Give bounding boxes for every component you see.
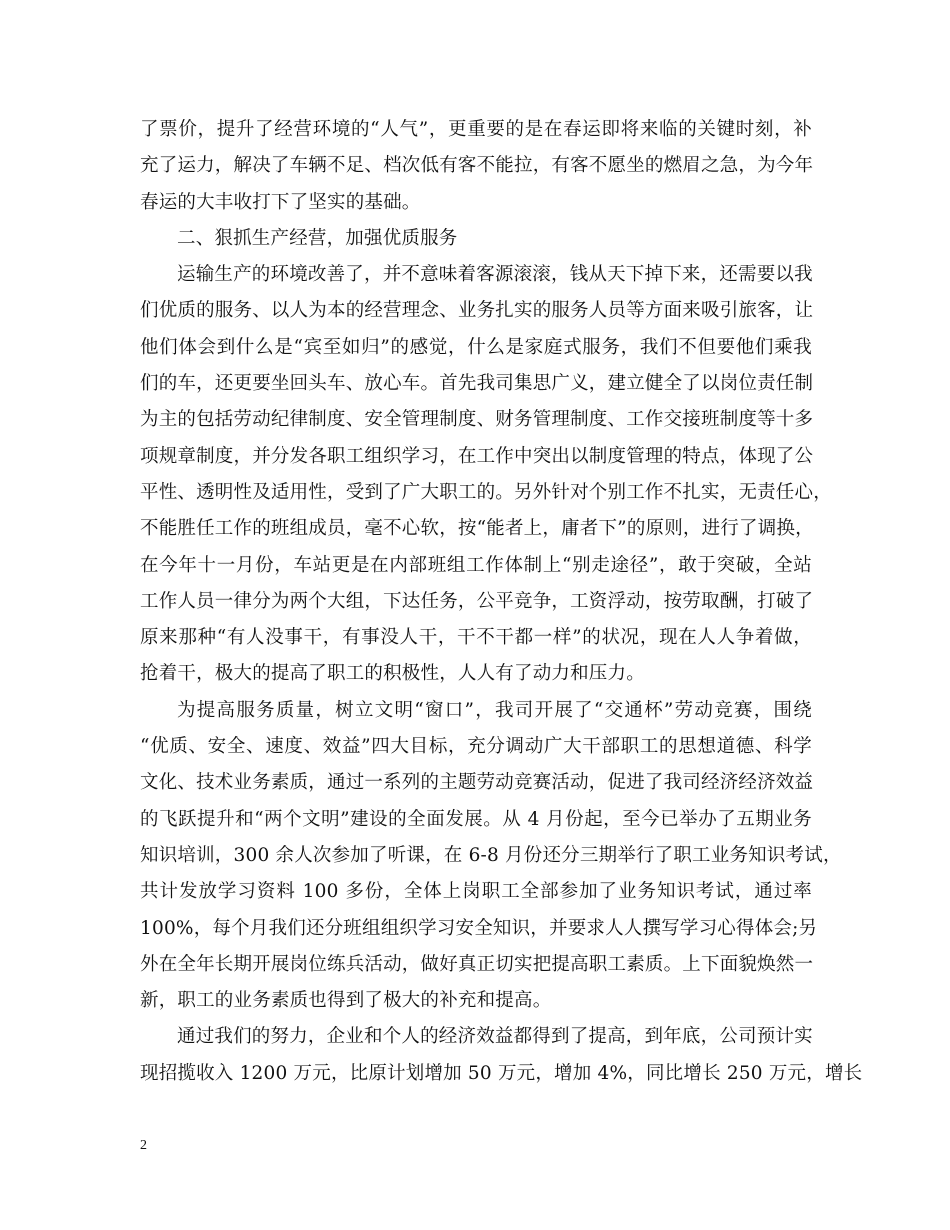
text-line: 文化、技术业务素质，通过一系列的主题劳动竞赛活动，促进了我司经济经济效益 (140, 772, 814, 794)
text-line: “优质、安全、速度、效益”四大目标，充分调动广大干部职工的思想道德、科学 (140, 736, 812, 758)
text-line: 知识培训，300 余人次参加了听课，在 6-8 月份还分三期举行了职工业务知识考试， (140, 844, 842, 866)
text-line: 了票价，提升了经营环境的“人气”，更重要的是在春运即将来临的关键时刻，补 (140, 119, 812, 140)
text-line: 平性、透明性及适用性，受到了广大职工的。另外针对个别工作不扎实，无责任心， (140, 481, 832, 503)
text-line: 的飞跃提升和“两个文明”建设的全面发展。从 4 月份起，至今已举办了五期业务 (140, 808, 812, 830)
text-line: 外在全年长期开展岗位练兵活动，做好真正切实把提高职工素质。上下面貌焕然一 (140, 953, 814, 975)
text-line: 抢着干，极大的提高了职工的积极性，人人有了动力和压力。 (140, 663, 645, 685)
body-text (140, 112, 863, 1092)
text-line: 为主的包括劳动纪律制度、安全管理制度、财务管理制度、工作交接班制度等十多 (140, 409, 814, 431)
text-line: 们的车，还更要坐回头车、放心车。首先我司集思广义，建立健全了以岗位责任制 (140, 373, 814, 395)
text-line: 春运的大丰收打下了坚实的基础。 (140, 191, 421, 213)
text-line: 不能胜任工作的班组成员，毫不心软，按“能者上，庸者下”的原则，进行了调换， (140, 518, 814, 540)
text-line: 们优质的服务、以人为本的经营理念、业务扎实的服务人员等方面来吸引旅客，让 (140, 300, 814, 322)
text-line: 现招揽收入 1200 万元，比原计划增加 50 万元，增加 4%，同比增长 250 万元，增长 (140, 1062, 863, 1084)
text-line: 项规章制度，并分发各职工组织学习，在工作中突出以制度管理的特点，体现了公 (140, 445, 814, 467)
text-line: 新，职工的业务素质也得到了极大的补充和提高。 (140, 990, 552, 1012)
page-number: 2 (140, 1138, 147, 1153)
text-line: 二、狠抓生产经营，加强优质服务 (177, 227, 458, 249)
text-line: 通过我们的努力，企业和个人的经济效益都得到了提高，到年底，公司预计实 (177, 1026, 813, 1048)
text-line: 在今年十一月份，车站更是在内部班组工作体制上“别走途径”，敢于突破，全站 (140, 554, 812, 576)
text-line: 共计发放学习资料 100 多份，全体上岗职工全部参加了业务知识考试，通过率 (140, 881, 812, 903)
text-line: 运输生产的环境改善了，并不意味着客源滚滚，钱从天下掉下来，还需要以我 (177, 264, 813, 286)
text-line: 原来那种“有人没事干，有事没人干，干不干都一样”的状况，现在人人争着做， (140, 627, 812, 649)
text-line: 他们体会到什么是“宾至如归”的感觉，什么是家庭式服务，我们不但要他们乘我 (140, 336, 812, 358)
text-line: 100%，每个月我们还分班组组织学习安全知识，并要求人人撰写学习心得体会;另 (140, 917, 818, 939)
text-line: 充了运力，解决了车辆不足、档次低有客不能拉，有客不愿坐的燃眉之急，为今年 (140, 155, 814, 177)
text-line: 为提高服务质量，树立文明“窗口”，我司开展了“交通杯”劳动竞赛，围绕 (177, 699, 812, 721)
text-line: 工作人员一律分为两个大组，下达任务，公平竞争，工资浮动，按劳取酬，打破了 (140, 590, 814, 612)
